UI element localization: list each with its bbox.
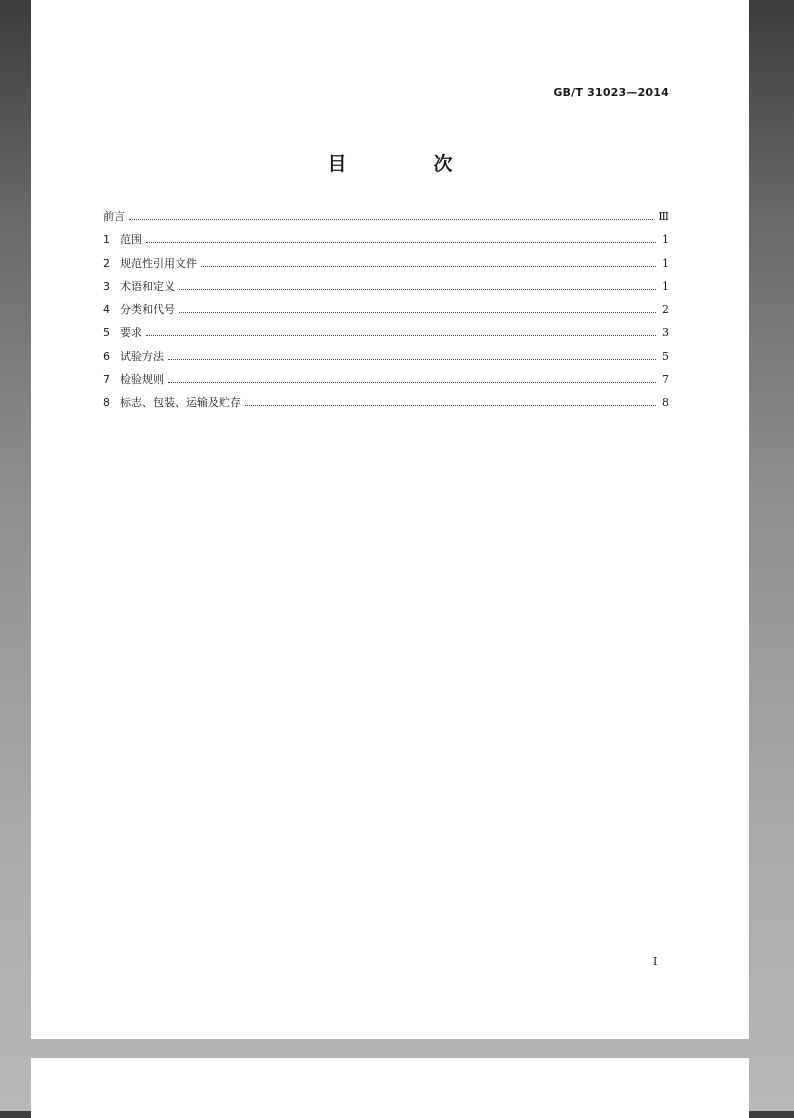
toc-entry-number: 1 [103, 233, 110, 247]
toc-dot-leader [168, 382, 656, 383]
toc-entry-test-methods[interactable] [103, 345, 669, 368]
toc-entry-normative-references[interactable] [103, 252, 669, 275]
toc-entry-number: 6 [103, 349, 110, 363]
toc-entry-label: 规范性引用文件 [120, 256, 197, 270]
toc-title: 目 次 [327, 153, 487, 175]
toc-entry-label: 标志、包装、运输及贮存 [120, 396, 241, 410]
toc-entry-number: 5 [103, 326, 110, 340]
toc-entry-page: 2 [662, 303, 669, 317]
toc-dot-leader [245, 405, 656, 406]
toc-entry-page: 8 [662, 396, 669, 410]
toc-entry-page: Ⅲ [658, 210, 669, 223]
toc-dot-leader [146, 335, 656, 336]
toc-dot-leader [129, 219, 653, 220]
toc-entry-number: 7 [103, 373, 110, 387]
toc-entry-marking-packaging[interactable] [103, 391, 669, 414]
toc-entry-terms-definitions[interactable] [103, 275, 669, 298]
toc-entry-label: 范围 [120, 233, 142, 247]
toc-entry-page: 7 [662, 373, 669, 387]
toc-entry-page: 1 [662, 256, 669, 270]
toc-dot-leader [201, 266, 656, 267]
standard-code: GB/T 31023—2014 [553, 86, 669, 99]
toc-entry-label: 前言 [103, 210, 125, 223]
toc-entry-page: 1 [662, 279, 669, 293]
toc-entry-page: 1 [662, 233, 669, 247]
toc-entry-label: 术语和定义 [120, 279, 175, 293]
toc-entry-inspection-rules[interactable] [103, 368, 669, 391]
toc-dot-leader [179, 289, 656, 290]
document-page [31, 0, 749, 1039]
toc-entry-number: 2 [103, 256, 110, 270]
toc-dot-leader [146, 242, 656, 243]
toc-dot-leader [179, 312, 656, 313]
toc-entry-label: 检验规则 [120, 373, 164, 387]
toc-entry-page: 5 [662, 349, 669, 363]
toc-dot-leader [168, 359, 656, 360]
toc-entry-label: 试验方法 [120, 349, 164, 363]
toc-entry-number: 4 [103, 303, 110, 317]
toc-entry-number: 3 [103, 279, 110, 293]
toc-entry-foreword[interactable] [103, 205, 669, 228]
page-number: Ⅰ [653, 955, 658, 968]
next-page-edge [31, 1058, 749, 1118]
toc-entry-label: 要求 [120, 326, 142, 340]
toc-entry-label: 分类和代号 [120, 303, 175, 317]
toc-entry-requirements[interactable] [103, 321, 669, 344]
toc-entry-page: 3 [662, 326, 669, 340]
table-of-contents [103, 205, 669, 415]
toc-entry-scope[interactable] [103, 228, 669, 251]
toc-entry-classification[interactable] [103, 298, 669, 321]
toc-entry-number: 8 [103, 396, 110, 410]
